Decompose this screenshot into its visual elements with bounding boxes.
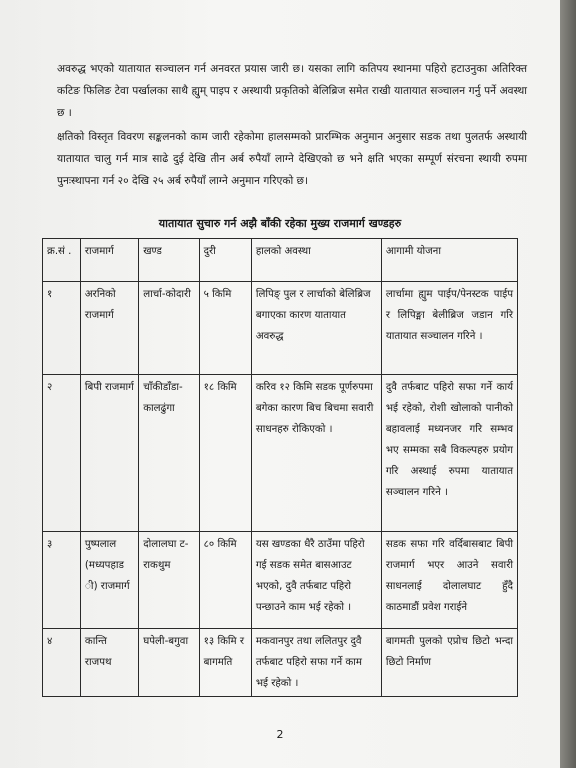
table-row bbox=[43, 282, 518, 375]
cell-section: लार्चा-कोदारी bbox=[139, 282, 199, 375]
header-plan: आगामी योजना bbox=[381, 239, 517, 282]
page-edge-background bbox=[560, 0, 576, 768]
cell-sn: ३ bbox=[43, 532, 81, 629]
cell-status: यस खण्डका धैरै ठाउँमा पहिरो गई सडक समेत बासआउट भएको, दुवै तर्फबाट पहिरो पन्छाउने काम भई रहेको । bbox=[251, 532, 381, 629]
highway-table bbox=[42, 238, 518, 697]
cell-section: घपेली-बगुवा bbox=[139, 629, 199, 697]
table-row bbox=[43, 532, 518, 629]
cell-sn: २ bbox=[43, 375, 81, 532]
header-sn: क्र.सं . bbox=[43, 239, 81, 282]
cell-sn: १ bbox=[43, 282, 81, 375]
header-distance: दुरी bbox=[199, 239, 251, 282]
table-header-row bbox=[43, 239, 518, 282]
cell-section: चाँकीडाँडा-कालढुंगा bbox=[139, 375, 199, 532]
cell-distance: १३ किमि र बागमति bbox=[199, 629, 251, 697]
cell-highway: अरनिको राजमार्ग bbox=[80, 282, 138, 375]
cell-status: लिपिङ् पुल र लार्चाको बेलिब्रिज बगाएका कारण यातायात अवरुद्ध bbox=[251, 282, 381, 375]
cell-status: करिव १२ किमि सडक पूर्णरुपमा बगेका कारण बिच बिचमा सवारी साधनहरु रोकिएको । bbox=[251, 375, 381, 532]
cell-highway: पुष्पलाल (मध्यपहाड ी) राजमार्ग bbox=[80, 532, 138, 629]
table-title: यातायात सुचारु गर्न अझै बाँकी रहेका मुख्य राजमार्ग खण्डहरु bbox=[158, 217, 402, 230]
cell-highway: बिपी राजमार्ग bbox=[80, 375, 138, 532]
cell-sn: ४ bbox=[43, 629, 81, 697]
paragraph-1: अवरुद्ध भएको यातायात सञ्चालन गर्न अनवरत प्रयास जारी छ। यसका लागि कतिपय स्थानमा पहिरो हटाउनुका अतिरिक्त कटिङ फिलिङ टेवा पर्खालका साथै ह्युम् पाइप र अस्थायी प्रकृतिको बेलिब्रिज समेत राखी यातायात सञ्चालन गर्नु पर्ने अवस्था छ । bbox=[57, 63, 527, 119]
cell-plan: दुवै तर्फबाट पहिरो सफा गर्ने कार्य भई रहेको, रोशी खोलाको पानीको बहावलाई मध्यनजर गरि सम्भव भए सम्मका सबै विकल्पहरु प्रयोग गरि अस्थाई रुपमा यातायात सञ्चालन गरिने । bbox=[381, 375, 517, 532]
cell-distance: १८ किमि bbox=[199, 375, 251, 532]
cell-distance: ५ किमि bbox=[199, 282, 251, 375]
page-number: 2 bbox=[276, 728, 284, 741]
cell-status: मकवानपुर तथा ललितपुर दुवै तर्फबाट पहिरो सफा गर्ने काम भई रहेको । bbox=[251, 629, 381, 697]
header-highway: राजमार्ग bbox=[80, 239, 138, 282]
header-status: हालको अवस्था bbox=[251, 239, 381, 282]
table-row bbox=[43, 629, 518, 697]
cell-plan: लार्चामा ह्युम पाईप/पेनस्टक पाईप र लिपिङ्मा बेलीब्रिज जडान गरि यातायात सञ्चालन गरिने । bbox=[381, 282, 517, 375]
cell-distance: ८० किमि bbox=[199, 532, 251, 629]
cell-plan: सडक सफा गरि वर्दिबासबाट बिपी राजमार्ग भएर आउने सवारी साधनलाई दोलालघाट हुँदै काठमाडौं प्रवेश गराईने bbox=[381, 532, 517, 629]
paragraph-2: क्षतिको विस्तृत विवरण सङ्कलनको काम जारी रहेकोमा हालसम्मको प्रारम्भिक अनुमान अनुसार सडक तथा पुलतर्फ अस्थायी यातायात चालु गर्न मात्र साढे दुई देखि तीन अर्ब रुपैयाँ लाग्ने देखिएको छ भने क्षति भएका सम्पूर्ण संरचना स्थायी रुपमा पुनःस्थापना गर्न २० देखि २५ अर्ब रुपैयाँ लाग्ने अनुमान गरिएको छ। bbox=[57, 131, 527, 187]
cell-plan: बागमती पुलको एप्रोच छिटो भन्दा छिटो निर्माण bbox=[381, 629, 517, 697]
table-row bbox=[43, 375, 518, 532]
cell-section: दोलालघा ट-राकथुम bbox=[139, 532, 199, 629]
cell-highway: कान्ति राजपथ bbox=[80, 629, 138, 697]
header-section: खण्ड bbox=[139, 239, 199, 282]
